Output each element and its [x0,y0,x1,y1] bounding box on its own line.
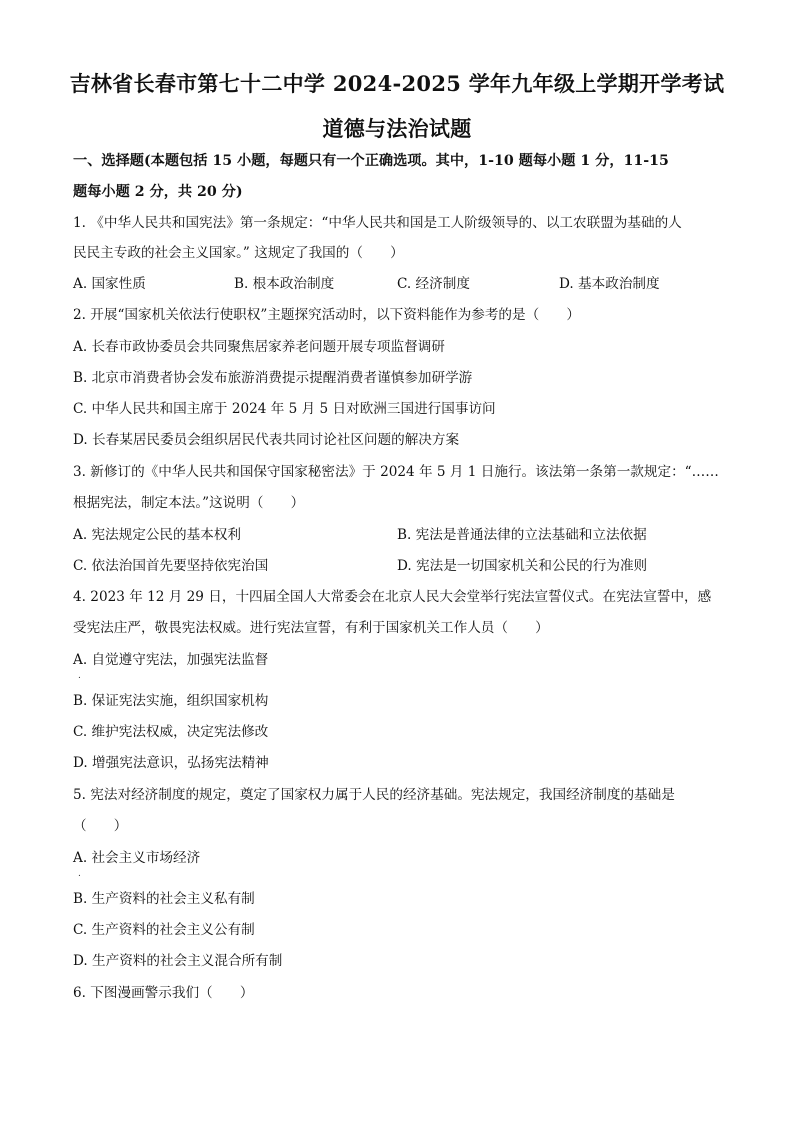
question-2-stem: 2. 开展“国家机关依法行使职权”主题探究活动时，以下资料能作为参考的是（ ） [73,307,580,323]
question-3-option-a: A. 宪法规定公民的基本权利 [73,527,241,543]
question-1-option-b: B. 根本政治制度 [234,276,335,292]
section-heading-line1: 一、选择题(本题包括 15 小题，每题只有一个正确选项。其中，1-10 题每小题 1 分，11-15 [73,153,669,169]
question-5-option-c: C. 生产资料的社会主义公有制 [73,922,255,938]
question-2-option-a: A. 长春市政协委员会共同聚焦居家养老问题开展专项监督调研 [73,339,445,355]
question-4-option-c: C. 维护宪法权威，决定宪法修改 [73,724,269,740]
question-1-option-a: A. 国家性质 [73,276,146,292]
question-2-option-b: B. 北京市消费者协会发布旅游消费提示提醒消费者谨慎参加研学游 [73,370,473,386]
question-5-option-a: A. 社会主义市场经济 [73,850,201,866]
question-2-option-d: D. 长春某居民委员会组织居民代表共同讨论社区问题的解决方案 [73,432,460,448]
question-5-stem-line1: 5. 宪法对经济制度的规定，奠定了国家权力属于人民的经济基础。宪法规定，我国经济制度的基础是 [73,787,675,803]
question-5-option-b: B. 生产资料的社会主义私有制 [73,891,255,907]
question-3-stem-line2: 根据宪法，制定本法。”这说明（ ） [73,495,305,511]
stray-dot-mark: . [78,869,81,879]
question-4-option-d: D. 增强宪法意识，弘扬宪法精神 [73,755,269,771]
question-3-option-b: B. 宪法是普通法律的立法基础和立法依据 [397,527,647,543]
question-5-option-d: D. 生产资料的社会主义混合所有制 [73,953,283,969]
question-3-stem-line1: 3. 新修订的《中华人民共和国保守国家秘密法》于 2024 年 5 月 1 日施行。该法第一条第一款规定：“…… [73,464,719,480]
section-heading-line2: 题每小题 2 分，共 20 分) [73,184,243,200]
stray-dot-mark: . [78,671,81,681]
question-1-option-c: C. 经济制度 [397,276,470,292]
question-4-stem-line2: 受宪法庄严，敬畏宪法权威。进行宪法宣誓，有利于国家机关工作人员（ ） [73,620,549,636]
question-2-option-c: C. 中华人民共和国主席于 2024 年 5 月 5 日对欧洲三国进行国事访问 [73,401,496,417]
question-4-option-b: B. 保证宪法实施，组织国家机构 [73,693,269,709]
question-1-stem-line2: 民民主专政的社会主义国家。” 这规定了我国的（ ） [73,245,404,261]
question-5-stem-line2: （ ） [73,818,128,834]
question-6-stem: 6. 下图漫画警示我们（ ） [73,985,254,1001]
question-3-option-c: C. 依法治国首先要坚持依宪治国 [73,558,269,574]
exam-title: 吉林省长春市第七十二中学 2024-2025 学年九年级上学期开学考试 [69,71,725,96]
question-4-option-a: A. 自觉遵守宪法，加强宪法监督 [73,652,269,668]
question-1-stem-line1: 1. 《中华人民共和国宪法》第一条规定：“中华人民共和国是工人阶级领导的、以工农联盟为基础的人 [73,215,682,231]
exam-subject-title: 道德与法治试题 [322,116,472,141]
question-3-option-d: D. 宪法是一切国家机关和公民的行为准则 [397,558,648,574]
question-1-option-d: D. 基本政治制度 [559,276,660,292]
question-4-stem-line1: 4. 2023 年 12 月 29 日，十四届全国人大常委会在北京人民大会堂举行宪法宣誓仪式。在宪法宣誓中，感 [73,589,712,605]
